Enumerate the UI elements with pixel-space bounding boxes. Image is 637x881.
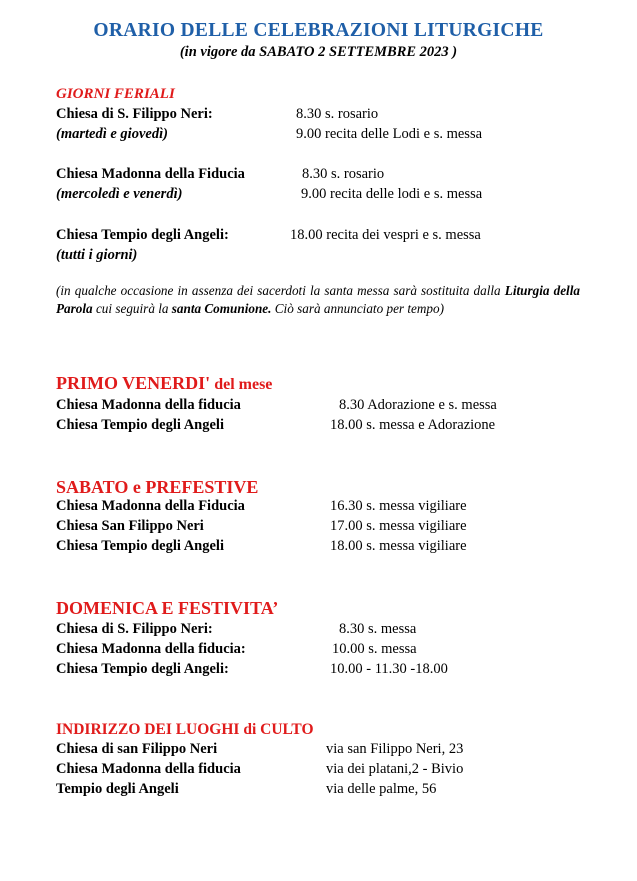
section-heading-domenica: DOMENICA E FESTIVITA’ <box>56 598 279 618</box>
schedule-row <box>56 641 596 661</box>
schedule-time: 16.30 s. messa vigiliare <box>330 498 467 514</box>
schedule-row <box>56 621 596 641</box>
church-days: (tutti i giorni) <box>56 247 138 263</box>
schedule-time: 9.00 recita delle lodi e s. messa <box>301 186 483 202</box>
feriali-row <box>56 166 596 186</box>
church-days: (mercoledì e venerdì) <box>56 186 183 202</box>
church-name: Chiesa di S. Filippo Neri: <box>56 106 213 122</box>
church-name: Chiesa Tempio degli Angeli: <box>56 661 229 677</box>
church-name: Chiesa di S. Filippo Neri: <box>56 621 213 637</box>
schedule-time: 10.00 s. messa <box>332 641 417 657</box>
schedule-time: 18.00 s. messa vigiliare <box>330 538 467 554</box>
feriali-row <box>56 227 596 247</box>
address-row <box>56 781 596 801</box>
address-text: via san Filippo Neri, 23 <box>326 741 464 757</box>
section-heading-sabato: SABATO e PREFESTIVE <box>56 477 259 497</box>
feriali-row <box>56 126 596 146</box>
schedule-time: 18.00 recita dei vespri e s. messa <box>290 227 481 243</box>
schedule-time: 9.00 recita delle Lodi e s. messa <box>296 126 483 142</box>
schedule-row <box>56 661 596 681</box>
church-days: (martedì e giovedì) <box>56 126 168 142</box>
church-name: Chiesa Tempio degli Angeli: <box>56 227 229 243</box>
place-name: Tempio degli Angeli <box>56 781 179 797</box>
church-name: Chiesa Madonna della Fiducia <box>56 166 245 182</box>
feriali-note: (in qualche occasione in assenza dei sacerdoti la santa messa sarà sostituita dalla Liturgia della Parola cui seguirà la santa Comunione. Ciò sarà annunciato per tempo) <box>56 283 580 316</box>
page-title: ORARIO DELLE CELEBRAZIONI LITURGICHE <box>93 20 544 41</box>
schedule-row <box>56 498 596 518</box>
church-name: Chiesa Tempio degli Angeli <box>56 538 224 554</box>
church-name: Chiesa San Filippo Neri <box>56 518 204 534</box>
schedule-row <box>56 397 596 417</box>
schedule-time: 8.30 s. rosario <box>302 166 385 182</box>
schedule-time: 18.00 s. messa e Adorazione <box>330 417 496 433</box>
place-name: Chiesa di san Filippo Neri <box>56 741 218 757</box>
section-heading-feriali: GIORNI FERIALI <box>56 86 175 102</box>
feriali-row <box>56 186 596 206</box>
address-text: via dei platani,2 - Bivio <box>326 761 464 777</box>
schedule-row <box>56 417 596 437</box>
section-heading-primo-venerdi: PRIMO VENERDI' del mese <box>56 373 273 393</box>
feriali-row <box>56 106 596 126</box>
place-name: Chiesa Madonna della fiducia <box>56 761 241 777</box>
address-text: via delle palme, 56 <box>326 781 437 797</box>
feriali-row <box>56 247 596 267</box>
section-heading-indirizzi: INDIRIZZO DEI LUOGHI di CULTO <box>56 721 314 738</box>
church-name: Chiesa Madonna della fiducia: <box>56 641 246 657</box>
schedule-time: 8.30 s. rosario <box>296 106 379 122</box>
address-row <box>56 761 596 781</box>
church-name: Chiesa Madonna della Fiducia <box>56 498 245 514</box>
church-name: Chiesa Tempio degli Angeli <box>56 417 224 433</box>
schedule-time: 8.30 s. messa <box>339 621 417 637</box>
page-subtitle: (in vigore da SABATO 2 SETTEMBRE 2023 ) <box>179 44 458 60</box>
address-row <box>56 741 596 761</box>
schedule-row <box>56 518 596 538</box>
schedule-time: 10.00 - 11.30 -18.00 <box>330 661 448 677</box>
schedule-row <box>56 538 596 558</box>
schedule-time: 17.00 s. messa vigiliare <box>330 518 467 534</box>
church-name: Chiesa Madonna della fiducia <box>56 397 241 413</box>
schedule-time: 8.30 Adorazione e s. messa <box>339 397 497 413</box>
